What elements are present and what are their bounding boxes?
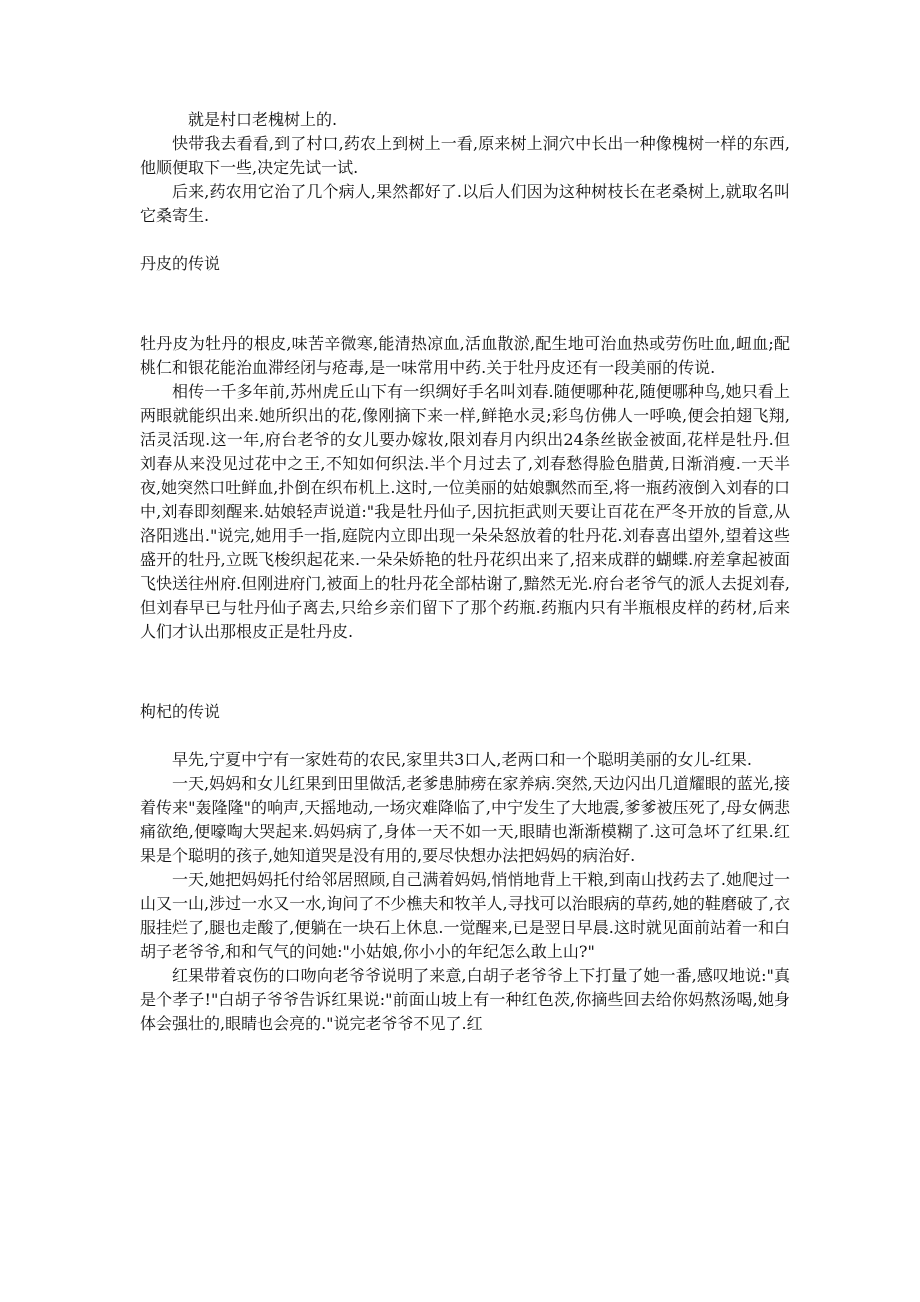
section-title-danpi: 丹皮的传说	[140, 254, 221, 273]
section-gouqi	[140, 748, 790, 1036]
paragraph: 早先,宁夏中宁有一家姓苟的农民,家里共3口人,老两口和一个聪明美丽的女儿-红果.	[172, 750, 752, 769]
paragraph: 相传一千多年前,苏州虎丘山下有一织绸好手名叫刘春.随便哪种花,随便哪种鸟,她只看上两眼就能织出来.她所织出的花,像刚摘下来一样,鲜艳水灵;彩鸟仿佛人一呼唤,便会拍翅飞翔,活灵活现.这一年,府台老爷的女儿要办嫁妆,限刘春月内织出24条丝嵌金被面,花样是牡丹.但刘春从来没见过花中之王,不知如何织法.半个月过去了,刘春愁得脸色腊黄,日渐消瘦.一天半夜,她突然口吐鲜血,扑倒在织布机上.这时,一位美丽的姑娘飘然而至,将一瓶药液倒入刘春的口中,刘春即刻醒来.姑娘轻声说道:"我是牡丹仙子,因抗拒武则天要让百花在严冬开放的旨意,从洛阳逃出."说完,她用手一指,庭院内立即出现一朵朵怒放着的牡丹花.刘春喜出望外,望着这些盛开的牡丹,立既飞梭织起花来.一朵朵娇艳的牡丹花织出来了,招来成群的蝴蝶.府差拿起被面飞快送往州府.但刚进府门,被面上的牡丹花全部枯谢了,黯然无光.府台老爷气的派人去捉刘春,但刘春早已与牡丹仙子离去,只给乡亲们留下了那个药瓶.药瓶内只有半瓶根皮样的药材,后来人们才认出那根皮正是牡丹皮.	[140, 382, 790, 641]
section-sangjisheng	[140, 108, 790, 228]
paragraph: 快带我去看看,到了村口,药农上到树上一看,原来树上洞穴中长出一种像槐树一样的东西,他顺便取下一些,决定先试一试.	[140, 134, 790, 177]
paragraph: 牡丹皮为牡丹的根皮,味苦辛微寒,能清热凉血,活血散淤,配生地可治血热或劳伤吐血,衄血;配桃仁和银花能治血滞经闭与疮毒,是一味常用中药.关于牡丹皮还有一段美丽的传说.	[140, 334, 790, 377]
paragraph: 一天,妈妈和女儿红果到田里做活,老爹患肺痨在家养病.突然,天边闪出几道耀眼的蓝光,接着传来"轰隆隆"的响声,天摇地动,一场灾难降临了,中宁发生了大地震,爹爹被压死了,母女俩悲痛欲绝,便嚎啕大哭起来.妈妈病了,身体一天不如一天,眼睛也渐渐模糊了.这可急坏了红果.红果是个聪明的孩子,她知道哭是没有用的,要尽快想办法把妈妈的病治好.	[140, 774, 790, 865]
paragraph: 红果带着哀伤的口吻向老爷爷说明了来意,白胡子老爷爷上下打量了她一番,感叹地说:"真是个孝子!"白胡子爷爷告诉红果说:"前面山坡上有一种红色茨,你摘些回去给你妈熬汤喝,她身体会强壮的,眼睛也会亮的."说完老爷爷不见了.红	[140, 966, 790, 1033]
paragraph: 一天,她把妈妈托付给邻居照顾,自己满着妈妈,悄悄地背上干粮,到南山找药去了.她爬过一山又一山,涉过一水又一水,询问了不少樵夫和牧羊人,寻找可以治眼病的草药,她的鞋磨破了,衣服挂烂了,腿也走酸了,便躺在一块石上休息.一觉醒来,已是翌日早晨.这时就见面前站着一和白胡子老爷爷,和和气气的问她:"小姑娘,你小小的年纪怎么敢上山?"	[140, 870, 790, 961]
paragraph: 后来,药农用它治了几个病人,果然都好了.以后人们因为这种树枝长在老桑树上,就取名叫它桑寄生.	[140, 182, 790, 225]
document-page	[140, 108, 790, 1036]
section-danpi	[140, 332, 790, 644]
section-title-gouqi: 枸杞的传说	[140, 702, 221, 721]
paragraph: 就是村口老槐树上的.	[188, 110, 338, 129]
